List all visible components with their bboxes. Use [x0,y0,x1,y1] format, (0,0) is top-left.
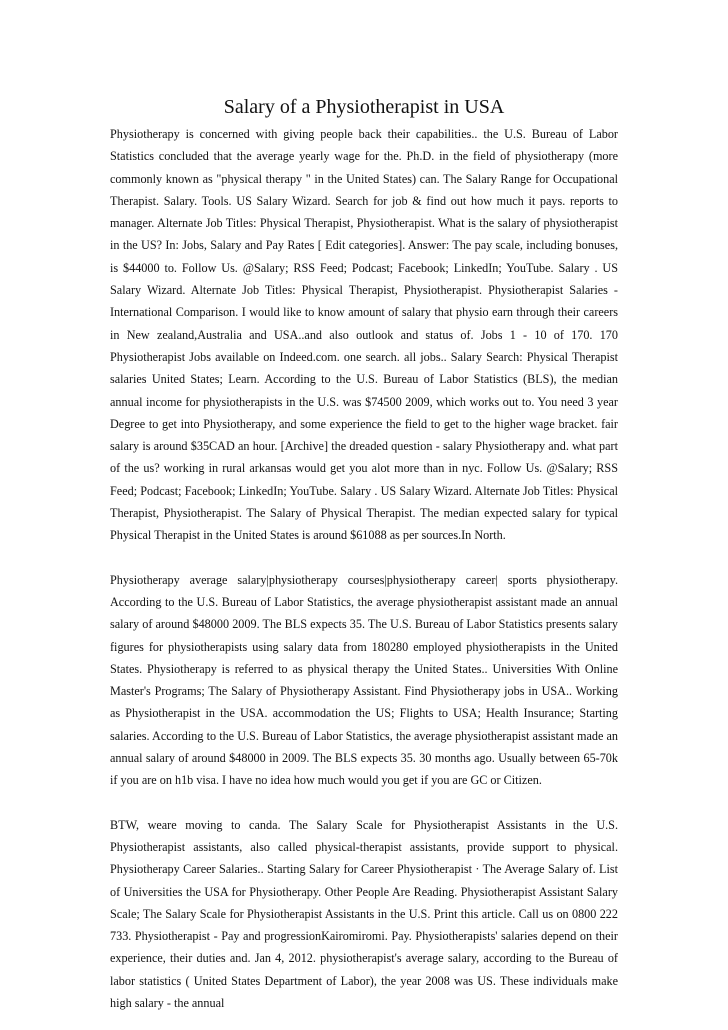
paragraph-1: Physiotherapy is concerned with giving people back their capabilities.. the U.S. Bureau of Labor Statistics concluded that the average yearly wage for the. Ph.D. in the field of physiotherapy (more commonly known as "physical therapy " in the United States) can. The Salary Range for Occupational Therapist. Salary. Tools. US Salary Wizard. Search for job & find out how much it pays. reports to manager. Alternate Job Titles: Physical Therapist, Physiotherapist. What is the salary of physiotherapist in the US? In: Jobs, Salary and Pay Rates [ Edit categories]. Answer: The pay scale, including bonuses, is $44000 to. Follow Us. @Salary; RSS Feed; Podcast; Facebook; LinkedIn; YouTube. Salary . US Salary Wizard. Alternate Job Titles: Physical Therapist, Physiotherapist. Physiotherapist Salaries - International Comparison. I would like to know amount of salary that physio earn through their careers in New zealand,Australia and USA..and also outlook and status of. Jobs 1 - 10 of 170. 170 Physiotherapist Jobs available on Indeed.com. one search. all jobs.. Salary Search: Physical Therapist salaries United States; Learn. According to the U.S. Bureau of Labor Statistics (BLS), the median annual income for physiotherapists in the U.S. was $74500 2009, which works out to. You need 3 year Degree to get into Physiotherapy, and some experience the field to get to the higher wage bracket. fair salary is around $35CAD an hour. [Archive] the dreaded question - salary Physiotherapy and. what part of the us? working in rural arkansas would get you alot more than in nyc. Follow Us. @Salary; RSS Feed; Podcast; Facebook; LinkedIn; YouTube. Salary . US Salary Wizard. Alternate Job Titles: Physical Therapist, Physiotherapist. The Salary of Physical Therapist. The median expected salary for typical Physical Therapist in the United States is around $61088 as per sources.In North. [110,127,618,543]
paragraph-2: Physiotherapy average salary|physiotherapy courses|physiotherapy career| sports physiotherapy. According to the U.S. Bureau of Labor Statistics, the average physiotherapist assistant made an annual salary of around $48000 2009. The BLS expects 35. The U.S. Bureau of Labor Statistics presents salary figures for physiotherapists using salary data from 180280 employed physiotherapists in the United States. Physiotherapy is referred to as physical therapy the United States.. Universities With Online Master's Programs; The Salary of Physiotherapy Assistant. Find Physiotherapy jobs in USA.. Working as Physiotherapist in the USA. accommodation the US; Flights to USA; Health Insurance; Starting salaries. According to the U.S. Bureau of Labor Statistics, the average physiotherapist assistant made an annual salary of around $48000 in 2009. The BLS expects 35. 30 months ago. Usually between 65-70k if you are on h1b visa. I have no idea how much would you get if you are GC or Citizen. [110,572,618,788]
page-title: Salary of a Physiotherapist in USA [223,96,505,118]
paragraph-3: BTW, weare moving to canda. The Salary Scale for Physiotherapist Assistants in the U.S. Physiotherapist assistants, also called physical-therapist assistants, provide support to physical. Physiotherapy Career Salaries.. Starting Salary for Career Physiotherapist · The Average Salary of. List of Universities the USA for Physiotherapy. Other People Are Reading. Physiotherapist Assistant Salary Scale; The Salary Scale for Physiotherapist Assistants in the U.S. Print this article. Call us on 0800 222 733. Physiotherapist - Pay and progressionKairomiromi. Pay. Physiotherapists' salaries depend on their experience, their duties and. Jan 4, 2012. physiotherapist's average salary, according to the Bureau of labor statistics ( United States Department of Labor), the year 2008 was US. These individuals make high salary - the annual [110,817,618,1010]
